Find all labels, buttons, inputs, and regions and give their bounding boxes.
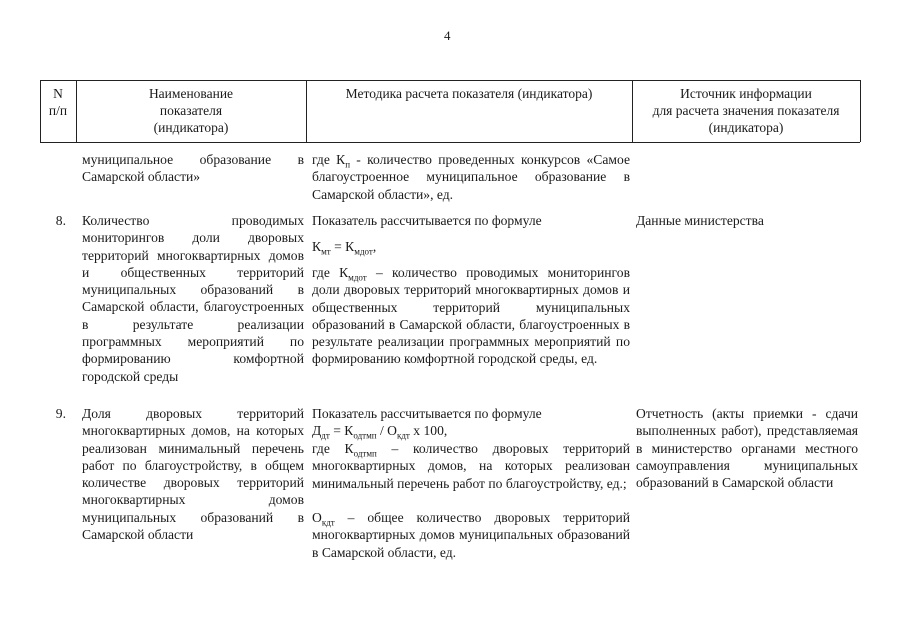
table-border-right bbox=[860, 80, 861, 142]
table-header-top-border bbox=[40, 80, 860, 81]
header-col-source: Источник информации для расчета значения показателя (индикатора) bbox=[652, 86, 840, 135]
row-cont-name: муниципальное образование в Самарской области» bbox=[82, 152, 304, 185]
header-col-name: Наименование показателя (индикатора) bbox=[148, 86, 234, 135]
table-header-bottom-border bbox=[40, 142, 860, 143]
row9-source: Отчетность (акты приемки - сдачи выполненных работ), представляемая в министерство органами местного самоуправления муниципальных образований в Самарской области bbox=[636, 406, 858, 491]
row8-name: Количество проводимых мониторингов доли дворовых территорий многоквартирных домов и общественных территорий муниципальных образований в Самарской области, благоустроенных в результате реализации программных мероприятий по формированию комфортной городской среды bbox=[82, 213, 304, 384]
row8-method-intro: Показатель рассчитывается по формуле bbox=[312, 213, 542, 228]
page-number: 4 bbox=[444, 28, 451, 43]
row9-number: 9. bbox=[55, 406, 66, 421]
row8-formula: $К_{мт} = К_{мдот}$, bbox=[312, 239, 377, 257]
row9-method-where2: $О_{кдт}$ – общее количество дворовых территорий многоквартирных домов муниципальных образований в Самарской области, ед. bbox=[312, 510, 630, 560]
row8-method-where: где $К_{мдот}$ – количество проводимых мониторингов доли дворовых территорий многоквартирных домов и общественных территорий муниципальных образований в Самарской области, благоустроенных в результате реализации программных мероприятий по формированию комфортной городской среды, ед. bbox=[312, 265, 630, 367]
row8-number: 8. bbox=[55, 213, 66, 228]
header-col-num: N п/п bbox=[48, 86, 68, 118]
row8-source: Данные министерства bbox=[636, 213, 764, 228]
row9-method-where1: где $К_{одтмп}$ – количество дворовых территорий многоквартирных домов, на которых реализован минимальный перечень работ по благоустройству, ед.; bbox=[312, 441, 630, 491]
row-cont-method: где $К_п$ - количество проведенных конкурсов «Самое благоустроенное муниципальное образование в Самарской области», ед. bbox=[312, 152, 630, 202]
row9-method-intro: Показатель рассчитывается по формуле bbox=[312, 406, 542, 421]
row9-name: Доля дворовых территорий многоквартирных домов, на которых реализован минимальный перечень работ по благоустройству, в общем количестве дворовых территорий многоквартирных домов муниципальных образований в Самарской области bbox=[82, 406, 304, 543]
header-col-method: Методика расчета показателя (индикатора) bbox=[345, 86, 593, 101]
row9-formula: $Д_{дт} = К_{одтмп} / О_{кдт}$ х 100, bbox=[312, 423, 448, 441]
